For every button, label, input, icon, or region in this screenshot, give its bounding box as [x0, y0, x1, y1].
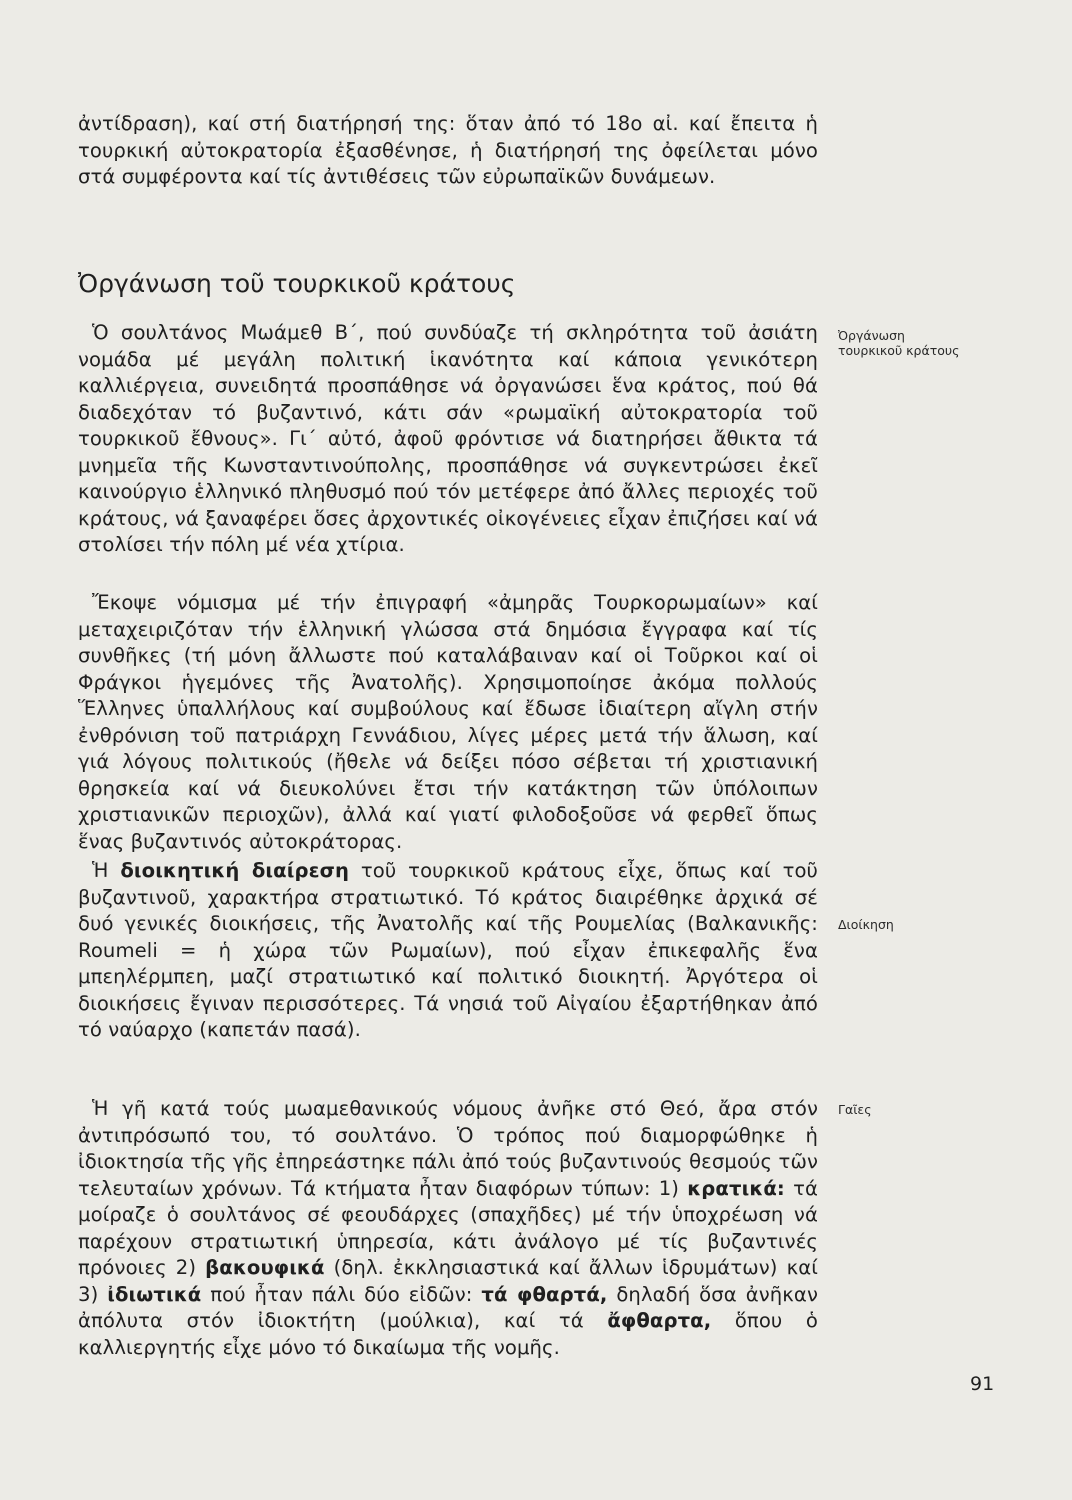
paragraph-4-part-c: τά μοίραζε ὁ σουλτάνος σέ φεουδάρχες (σπαχῆδες) μέ τήν ὑποχρέωση νά παρέχουν στρατιωτική ὑπηρεσία, κάτι ἀνάλογο μέ τίς βυζαντινές πρόνοιες 2): [78, 1176, 818, 1279]
term-vakif-lands: βακουφικά: [205, 1256, 325, 1279]
margin-note-organization-line1: Ὀργάνωση: [838, 328, 905, 343]
paragraph-4-part-f: δηλαδή ὅσα ἀνῆκαν ἀπόλυτα στόν ἰδιοκτήτη (μούλκια), καί τά: [78, 1282, 818, 1332]
term-private-lands: ἰδιωτικά: [107, 1282, 202, 1306]
margin-note-organization-line2: τουρκικοῦ κράτους: [838, 343, 960, 358]
page-number: 91: [970, 1373, 995, 1395]
paragraph-4-part-d: (δηλ. ἐκκλησιαστικά καί ἄλλων ἱδρυμάτων) καί 3): [78, 1256, 818, 1306]
paragraph-administrative-block: [78, 858, 818, 1044]
term-imperishable: ἄφθαρτα,: [607, 1309, 712, 1332]
paragraph-coinage-block: [78, 590, 818, 855]
paragraph-land-block: [78, 1096, 818, 1361]
paragraph-4-part-g: ὅπου ὁ καλλιεργητής εἶχε μόνο τό δικαίωμα τῆς νομῆς.: [78, 1309, 818, 1359]
margin-note-organization: [838, 328, 959, 358]
paragraph-4-part-e: πού ἦταν πάλι δύο εἰδῶν:: [201, 1282, 482, 1306]
paragraph-2: Ἔκοψε νόμισμα μέ τήν ἐπιγραφή «ἀμηρᾶς Τουρκορωμαίων» καί μεταχειριζόταν τήν ἑλληνική γλώσσα στά δημόσια ἔγγραφα καί τίς συνθῆκες (τή μόνη ἄλλωστε πού καταλάβαιναν καί οἱ Τοῦρκοι καί οἱ Φράγκοι ἡγεμόνες τῆς Ἀνατολῆς). Χρησιμοποίησε ἀκόμα πολλούς Ἕλληνες ὑπαλλήλους καί συμβούλους καί ἔδωσε ἰδιαίτερη αἴγλη στήν ἐνθρόνιση τοῦ πατριάρχη Γεννάδιου, λίγες μέρες μετά τήν ἅλωση, καί γιά λόγους πολιτικούς (ἤθελε νά δείξει πόσο σέβεται τή χριστιανική θρησκεία καί νά διευκολύνει ἔτσι τήν κατάκτηση τῶν ὑπόλοιπων χριστιανικῶν περιοχῶν), ἀλλά καί γιατί φιλοδοξοῦσε νά φερθεῖ ὅπως ἕνας βυζαντινός αὐτοκράτορας.: [78, 591, 818, 853]
term-perishable: τά φθαρτά,: [481, 1282, 608, 1306]
intro-paragraph: ἀντίδραση), καί στή διατήρησή της: ὅταν ἀπό τό 18ο αἰ. καί ἔπειτα ἡ τουρκική αὐτοκρατορία ἐξασθένησε, ἡ διατήρησή της ὀφείλεται μόνο στά συμφέροντα καί τίς ἀντιθέσεις τῶν εὐρωπαϊκῶν δυνάμεων.: [78, 112, 818, 188]
intro-paragraph-block: [78, 111, 818, 191]
paragraph-3: [78, 858, 818, 1044]
term-state-lands: κρατικά:: [687, 1176, 785, 1200]
margin-note-lands: Γαῖες: [838, 1102, 872, 1117]
section-heading: Ὀργάνωση τοῦ τουρκικοῦ κράτους: [78, 269, 516, 298]
paragraph-3-start: Ἡ: [92, 859, 121, 882]
paragraph-3-rest: τοῦ τουρκικοῦ κράτους εἶχε, ὅπως καί τοῦ βυζαντινοῦ, χαρακτήρα στρατιωτικό. Τό κράτος διαιρέθηκε ἀρχικά σέ δυό γενικές διοικήσεις, τῆς Ἀνατολῆς καί τῆς Ρουμελίας (Βαλκανικῆς: Roumeli = ἡ χώρα τῶν Ρωμαίων), πού εἶχαν ἐπικεφαλῆς ἕνα μπεηλέρμπεη, μαζί στρατιωτικό καί πολιτικό διοικητή. Ἀργότερα οἱ διοικήσεις ἔγιναν περισσότερες. Τά νησιά τοῦ Αἰγαίου ἐξαρτήθηκαν ἀπό τό ναύαρχο (καπετάν πασά).: [78, 859, 818, 1041]
paragraph-1: Ὁ σουλτάνος Μωάμεθ Β΄, πού συνδύαζε τή σκληρότητα τοῦ ἀσιάτη νομάδα μέ μεγάλη πολιτική ἱκανότητα καί κάποια γενικότερη καλλιέργεια, συνειδητά προσπάθησε νά ὀργανώσει ἕνα κράτος, πού θά διαδεχόταν τό βυζαντινό, κάτι σάν «ρωμαϊκή αὐτοκρατορία τοῦ τουρκικοῦ ἔθνους». Γι΄ αὐτό, ἀφοῦ φρόντισε νά διατηρήσει ἄθικτα τά μνημεῖα τῆς Κωνσταντινούπολης, προσπάθησε νά συγκεντρώσει ἐκεῖ καινούργιο ἑλληνικό πληθυσμό πού τόν μετέφερε ἀπό ἄλλες περιοχές τοῦ κράτους, νά ξαναφέρει ὅσες ἀρχοντικές οἰκογένειες εἶχαν ἐπιζήσει καί νά στολίσει τήν πόλη μέ νέα χτίρια.: [78, 321, 818, 556]
paragraph-4: [78, 1096, 818, 1361]
paragraph-4-part-a: Ἡ γῆ κατά τούς μωαμεθανικούς νόμους ἀνῆκε στό Θεό, ἄρα στόν ἀντιπρόσωπό του, τό σουλτάνο. Ὁ τρόπος πού διαμορφώθηκε ἡ ἰδιοκτησία τῆς γῆς ἐπηρεάστηκε πάλι ἀπό τούς βυζαντινούς θεσμούς τῶν τελευταίων χρόνων. Τά κτήματα ἦταν διαφόρων τύπων: 1): [78, 1097, 818, 1200]
margin-note-administration: Διοίκηση: [838, 917, 894, 932]
paragraph-mohammed-state: [78, 320, 818, 559]
term-administrative-division: διοικητική διαίρεση: [120, 859, 350, 882]
